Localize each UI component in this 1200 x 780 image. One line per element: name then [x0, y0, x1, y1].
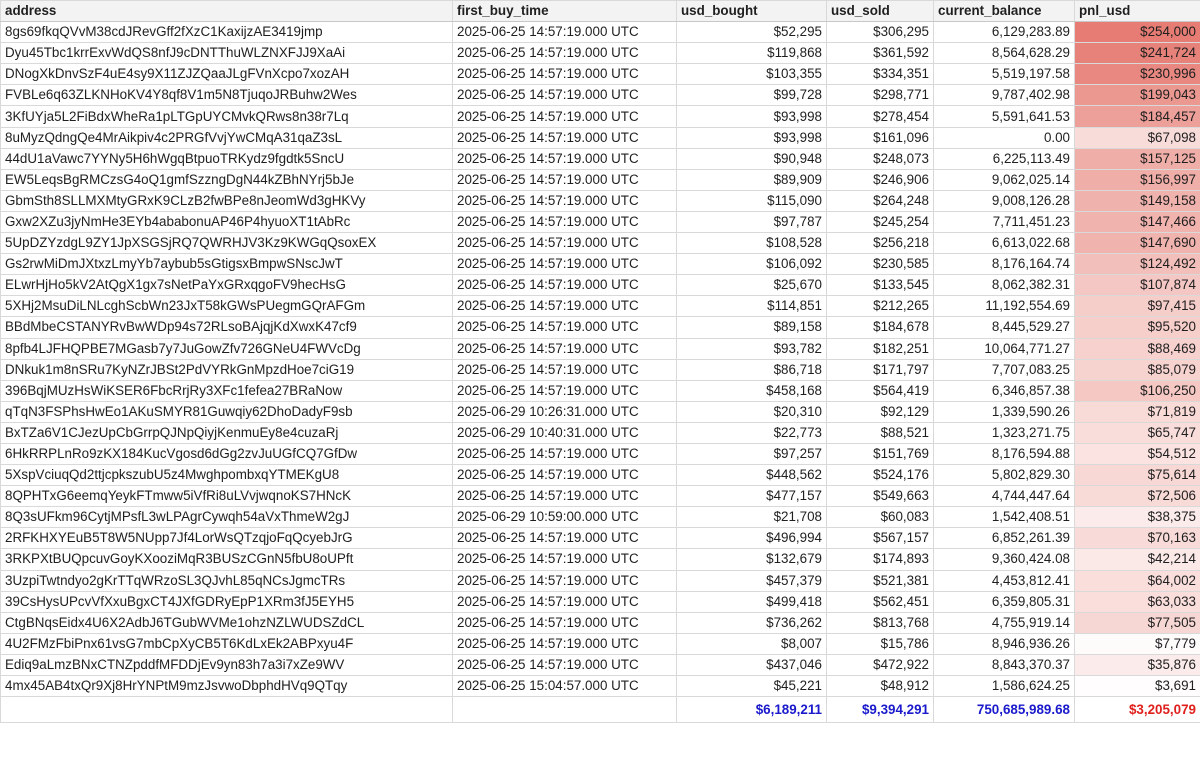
- cell-usd-sold[interactable]: $245,254: [827, 211, 934, 232]
- cell-usd-bought[interactable]: $119,868: [677, 43, 827, 64]
- header-current-balance[interactable]: current_balance: [934, 1, 1075, 22]
- cell-current-balance[interactable]: 4,453,812.41: [934, 570, 1075, 591]
- table-row: [1, 633, 1200, 654]
- cell-usd-sold[interactable]: $212,265: [827, 296, 934, 317]
- cell-usd-bought[interactable]: $97,257: [677, 443, 827, 464]
- cell-address[interactable]: DNogXkDnvSzF4uE4sy9X11ZJZQaaJLgFVnXcpo7xozAH: [1, 64, 453, 85]
- cell-usd-bought[interactable]: $477,157: [677, 486, 827, 507]
- cell-first-buy-time[interactable]: 2025-06-25 14:57:19.000 UTC: [453, 296, 677, 317]
- cell-first-buy-time[interactable]: 2025-06-29 10:26:31.000 UTC: [453, 401, 677, 422]
- cell-pnl-usd[interactable]: $149,158: [1075, 190, 1200, 211]
- cell-pnl-usd[interactable]: $230,996: [1075, 64, 1200, 85]
- cell-address[interactable]: Gxw2XZu3jyNmHe3EYb4ababonuAP46P4hyuoXT1tAbRc: [1, 211, 453, 232]
- cell-pnl-usd[interactable]: $241,724: [1075, 43, 1200, 64]
- cell-first-buy-time[interactable]: 2025-06-25 14:57:19.000 UTC: [453, 380, 677, 401]
- cell-current-balance[interactable]: 4,755,919.14: [934, 612, 1075, 633]
- cell-usd-bought[interactable]: $89,909: [677, 169, 827, 190]
- total-current-balance[interactable]: 750,685,989.68: [934, 697, 1075, 723]
- cell-first-buy-time[interactable]: 2025-06-25 14:57:19.000 UTC: [453, 465, 677, 486]
- cell-first-buy-time[interactable]: 2025-06-25 14:57:19.000 UTC: [453, 486, 677, 507]
- cell-address[interactable]: 8gs69fkqQVvM38cdJRevGff2fXzC1KaxijzAE3419jmp: [1, 22, 453, 43]
- cell-usd-sold[interactable]: $524,176: [827, 465, 934, 486]
- cell-address[interactable]: BBdMbeCSTANYRvBwWDp94s72RLsoBAjqjKdXwxK47cf9: [1, 317, 453, 338]
- cell-address[interactable]: ELwrHjHo5kV2AtQgX1gx7sNetPaYxGRxqgoFV9hecHsG: [1, 275, 453, 296]
- cell-pnl-usd[interactable]: $63,033: [1075, 591, 1200, 612]
- cell-pnl-usd[interactable]: $156,997: [1075, 169, 1200, 190]
- table-row: [1, 148, 1200, 169]
- table-row: [1, 254, 1200, 275]
- cell-pnl-usd[interactable]: $42,214: [1075, 549, 1200, 570]
- cell-usd-sold[interactable]: $567,157: [827, 528, 934, 549]
- header-usd-bought[interactable]: usd_bought: [677, 1, 827, 22]
- table-row: [1, 528, 1200, 549]
- cell-address[interactable]: 6HkRRPLnRo9zKX184KucVgosd6dGg2zvJuUGfCQ7GfDw: [1, 443, 453, 464]
- cell-usd-sold[interactable]: $88,521: [827, 422, 934, 443]
- cell-pnl-usd[interactable]: $7,779: [1075, 633, 1200, 654]
- cell-pnl-usd[interactable]: $70,163: [1075, 528, 1200, 549]
- cell-address[interactable]: 8Q3sUFkm96CytjMPsfL3wLPAgrCywqh54aVxThmeW2gJ: [1, 507, 453, 528]
- cell-pnl-usd[interactable]: $35,876: [1075, 654, 1200, 675]
- cell-pnl-usd[interactable]: $54,512: [1075, 443, 1200, 464]
- cell-current-balance[interactable]: 5,591,641.53: [934, 106, 1075, 127]
- cell-usd-sold[interactable]: $278,454: [827, 106, 934, 127]
- cell-usd-bought[interactable]: $21,708: [677, 507, 827, 528]
- cell-usd-bought[interactable]: $22,773: [677, 422, 827, 443]
- cell-first-buy-time[interactable]: 2025-06-25 14:57:19.000 UTC: [453, 591, 677, 612]
- cell-usd-sold[interactable]: $549,663: [827, 486, 934, 507]
- table-row: [1, 486, 1200, 507]
- cell-current-balance[interactable]: 1,323,271.75: [934, 422, 1075, 443]
- cell-address[interactable]: Dyu45Tbc1krrExvWdQS8nfJ9cDNTThuWLZNXFJJ9XaAi: [1, 43, 453, 64]
- cell-current-balance[interactable]: 8,176,164.74: [934, 254, 1075, 275]
- table-row: [1, 401, 1200, 422]
- cell-address[interactable]: 4mx45AB4txQr9Xj8HrYNPtM9mzJsvwoDbphdHVq9QTqy: [1, 676, 453, 697]
- header-row: [1, 1, 1200, 22]
- cell-usd-bought[interactable]: $458,168: [677, 380, 827, 401]
- cell-usd-bought[interactable]: $437,046: [677, 654, 827, 675]
- table-row: [1, 591, 1200, 612]
- cell-usd-sold[interactable]: $184,678: [827, 317, 934, 338]
- cell-current-balance[interactable]: 8,445,529.27: [934, 317, 1075, 338]
- cell-pnl-usd[interactable]: $124,492: [1075, 254, 1200, 275]
- cell-usd-sold[interactable]: $256,218: [827, 233, 934, 254]
- cell-first-buy-time[interactable]: 2025-06-25 14:57:19.000 UTC: [453, 233, 677, 254]
- cell-pnl-usd[interactable]: $71,819: [1075, 401, 1200, 422]
- cell-usd-sold[interactable]: $248,073: [827, 148, 934, 169]
- table-row: [1, 275, 1200, 296]
- cell-address[interactable]: 396BqjMUzHsWiKSER6FbcRrjRy3XFc1fefea27BRaNow: [1, 380, 453, 401]
- cell-address[interactable]: 39CsHysUPcvVfXxuBgxCT4JXfGDRyEpP1XRm3fJ5EYH5: [1, 591, 453, 612]
- cell-pnl-usd[interactable]: $106,250: [1075, 380, 1200, 401]
- cell-current-balance[interactable]: 1,586,624.25: [934, 676, 1075, 697]
- cell-usd-sold[interactable]: $182,251: [827, 338, 934, 359]
- table-row: [1, 296, 1200, 317]
- cell-usd-sold[interactable]: $60,083: [827, 507, 934, 528]
- cell-current-balance[interactable]: 9,360,424.08: [934, 549, 1075, 570]
- cell-usd-bought[interactable]: $8,007: [677, 633, 827, 654]
- cell-pnl-usd[interactable]: $157,125: [1075, 148, 1200, 169]
- cell-address[interactable]: 44dU1aVawc7YYNy5H6hWgqBtpuoTRKydz9fgdtk5SncU: [1, 148, 453, 169]
- cell-pnl-usd[interactable]: $77,505: [1075, 612, 1200, 633]
- cell-current-balance[interactable]: 1,339,590.26: [934, 401, 1075, 422]
- cell-usd-sold[interactable]: $472,922: [827, 654, 934, 675]
- cell-address[interactable]: 3RKPXtBUQpcuvGoyKXooziMqR3BUSzCGnN5fbU8oUPft: [1, 549, 453, 570]
- cell-current-balance[interactable]: 6,613,022.68: [934, 233, 1075, 254]
- table-row: [1, 169, 1200, 190]
- table-row: [1, 654, 1200, 675]
- cell-pnl-usd[interactable]: $107,874: [1075, 275, 1200, 296]
- cell-first-buy-time[interactable]: 2025-06-25 14:57:19.000 UTC: [453, 190, 677, 211]
- cell-first-buy-time[interactable]: 2025-06-25 14:57:19.000 UTC: [453, 106, 677, 127]
- header-pnl-usd[interactable]: pnl_usd: [1075, 1, 1200, 22]
- cell-usd-sold[interactable]: $564,419: [827, 380, 934, 401]
- cell-pnl-usd[interactable]: $147,466: [1075, 211, 1200, 232]
- cell-usd-sold[interactable]: $246,906: [827, 169, 934, 190]
- cell-first-buy-time[interactable]: 2025-06-25 14:57:19.000 UTC: [453, 43, 677, 64]
- cell-current-balance[interactable]: 0.00: [934, 127, 1075, 148]
- table-row: [1, 43, 1200, 64]
- cell-current-balance[interactable]: 9,787,402.98: [934, 85, 1075, 106]
- cell-pnl-usd[interactable]: $38,375: [1075, 507, 1200, 528]
- header-first-buy-time[interactable]: first_buy_time: [453, 1, 677, 22]
- cell-pnl-usd[interactable]: $85,079: [1075, 359, 1200, 380]
- total-pnl-usd[interactable]: $3,205,079: [1075, 697, 1200, 723]
- cell-usd-bought[interactable]: $25,670: [677, 275, 827, 296]
- cell-usd-sold[interactable]: $264,248: [827, 190, 934, 211]
- cell-address[interactable]: qTqN3FSPhsHwEo1AKuSMYR81Guwqiy62DhoDadyF9sb: [1, 401, 453, 422]
- cell-usd-bought[interactable]: $114,851: [677, 296, 827, 317]
- cell-first-buy-time[interactable]: 2025-06-25 14:57:19.000 UTC: [453, 254, 677, 275]
- table-row: [1, 106, 1200, 127]
- cell-first-buy-time[interactable]: 2025-06-25 14:57:19.000 UTC: [453, 275, 677, 296]
- cell-first-buy-time[interactable]: 2025-06-25 14:57:19.000 UTC: [453, 64, 677, 85]
- cell-first-buy-time[interactable]: 2025-06-29 10:59:00.000 UTC: [453, 507, 677, 528]
- cell-address[interactable]: 5UpDZYzdgL9ZY1JpXSGSjRQ7QWRHJV3Kz9KWGqQsoxEX: [1, 233, 453, 254]
- cell-usd-bought[interactable]: $132,679: [677, 549, 827, 570]
- cell-empty[interactable]: [1, 697, 453, 723]
- cell-current-balance[interactable]: 7,711,451.23: [934, 211, 1075, 232]
- totals-row: [1, 697, 1200, 723]
- table-row: [1, 317, 1200, 338]
- cell-current-balance[interactable]: 5,519,197.58: [934, 64, 1075, 85]
- cell-usd-bought[interactable]: $90,948: [677, 148, 827, 169]
- total-usd-sold[interactable]: $9,394,291: [827, 697, 934, 723]
- cell-pnl-usd[interactable]: $147,690: [1075, 233, 1200, 254]
- cell-current-balance[interactable]: 5,802,829.30: [934, 465, 1075, 486]
- cell-usd-sold[interactable]: $161,096: [827, 127, 934, 148]
- cell-usd-sold[interactable]: $151,769: [827, 443, 934, 464]
- cell-current-balance[interactable]: 8,062,382.31: [934, 275, 1075, 296]
- table-row: [1, 64, 1200, 85]
- cell-first-buy-time[interactable]: 2025-06-25 14:57:19.000 UTC: [453, 443, 677, 464]
- cell-pnl-usd[interactable]: $67,098: [1075, 127, 1200, 148]
- cell-usd-sold[interactable]: $171,797: [827, 359, 934, 380]
- cell-pnl-usd[interactable]: $3,691: [1075, 676, 1200, 697]
- table-row: [1, 190, 1200, 211]
- cell-pnl-usd[interactable]: $95,520: [1075, 317, 1200, 338]
- cell-usd-bought[interactable]: $20,310: [677, 401, 827, 422]
- cell-current-balance[interactable]: 11,192,554.69: [934, 296, 1075, 317]
- cell-first-buy-time[interactable]: 2025-06-25 14:57:19.000 UTC: [453, 528, 677, 549]
- cell-first-buy-time[interactable]: 2025-06-25 14:57:19.000 UTC: [453, 570, 677, 591]
- cell-usd-bought[interactable]: $89,158: [677, 317, 827, 338]
- cell-usd-sold[interactable]: $230,585: [827, 254, 934, 275]
- cell-usd-bought[interactable]: $499,418: [677, 591, 827, 612]
- cell-address[interactable]: 8pfb4LJFHQPBE7MGasb7y7JuGowZfv726GNeU4FWVcDg: [1, 338, 453, 359]
- cell-pnl-usd[interactable]: $75,614: [1075, 465, 1200, 486]
- cell-usd-bought[interactable]: $115,090: [677, 190, 827, 211]
- cell-usd-sold[interactable]: $48,912: [827, 676, 934, 697]
- cell-usd-sold[interactable]: $92,129: [827, 401, 934, 422]
- cell-address[interactable]: 3KfUYja5L2FiBdxWheRa1pLTGpUYCMvkQRws8n38r7Lq: [1, 106, 453, 127]
- cell-first-buy-time[interactable]: 2025-06-25 14:57:19.000 UTC: [453, 654, 677, 675]
- cell-current-balance[interactable]: 4,744,447.64: [934, 486, 1075, 507]
- table-row: [1, 549, 1200, 570]
- cell-first-buy-time[interactable]: 2025-06-25 14:57:19.000 UTC: [453, 127, 677, 148]
- cell-usd-bought[interactable]: $93,998: [677, 127, 827, 148]
- cell-current-balance[interactable]: 8,843,370.37: [934, 654, 1075, 675]
- cell-current-balance[interactable]: 8,176,594.88: [934, 443, 1075, 464]
- table-row: [1, 570, 1200, 591]
- cell-pnl-usd[interactable]: $199,043: [1075, 85, 1200, 106]
- cell-usd-bought[interactable]: $45,221: [677, 676, 827, 697]
- cell-usd-sold[interactable]: $15,786: [827, 633, 934, 654]
- cell-current-balance[interactable]: 9,008,126.28: [934, 190, 1075, 211]
- cell-usd-sold[interactable]: $813,768: [827, 612, 934, 633]
- cell-usd-sold[interactable]: $306,295: [827, 22, 934, 43]
- cell-first-buy-time[interactable]: 2025-06-25 14:57:19.000 UTC: [453, 169, 677, 190]
- cell-usd-sold[interactable]: $521,381: [827, 570, 934, 591]
- cell-current-balance[interactable]: 6,225,113.49: [934, 148, 1075, 169]
- cell-address[interactable]: 2RFKHXYEuB5T8W5NUpp7Jf4LorWsQTzqjoFqQcyebJrG: [1, 528, 453, 549]
- table-row: [1, 465, 1200, 486]
- cell-address[interactable]: 5XHj2MsuDiLNLcghScbWn23JxT58kGWsPUegmGQrAFGm: [1, 296, 453, 317]
- cell-address[interactable]: 5XspVciuqQd2ttjcpkszubU5z4MwghpombxqYTMEKgU8: [1, 465, 453, 486]
- cell-usd-sold[interactable]: $562,451: [827, 591, 934, 612]
- cell-pnl-usd[interactable]: $254,000: [1075, 22, 1200, 43]
- cell-usd-sold[interactable]: $298,771: [827, 85, 934, 106]
- cell-current-balance[interactable]: 6,129,283.89: [934, 22, 1075, 43]
- cell-address[interactable]: CtgBNqsEidx4U6X2AdbJ6TGubWVMe1ohzNZLWUDSZdCL: [1, 612, 453, 633]
- table-row: [1, 676, 1200, 697]
- cell-first-buy-time[interactable]: 2025-06-25 14:57:19.000 UTC: [453, 612, 677, 633]
- cell-current-balance[interactable]: 6,852,261.39: [934, 528, 1075, 549]
- cell-first-buy-time[interactable]: 2025-06-25 14:57:19.000 UTC: [453, 338, 677, 359]
- cell-current-balance[interactable]: 9,062,025.14: [934, 169, 1075, 190]
- cell-usd-bought[interactable]: $93,998: [677, 106, 827, 127]
- table-row: [1, 422, 1200, 443]
- cell-current-balance[interactable]: 6,346,857.38: [934, 380, 1075, 401]
- header-usd-sold[interactable]: usd_sold: [827, 1, 934, 22]
- cell-usd-bought[interactable]: $108,528: [677, 233, 827, 254]
- cell-pnl-usd[interactable]: $72,506: [1075, 486, 1200, 507]
- cell-current-balance[interactable]: 7,707,083.25: [934, 359, 1075, 380]
- cell-pnl-usd[interactable]: $64,002: [1075, 570, 1200, 591]
- cell-first-buy-time[interactable]: 2025-06-25 15:04:57.000 UTC: [453, 676, 677, 697]
- cell-address[interactable]: 8QPHTxG6eemqYeykFTmww5iVfRi8uLVvjwqnoKS7HNcK: [1, 486, 453, 507]
- table-row: [1, 380, 1200, 401]
- cell-current-balance[interactable]: 10,064,771.27: [934, 338, 1075, 359]
- cell-first-buy-time[interactable]: 2025-06-25 14:57:19.000 UTC: [453, 359, 677, 380]
- table-row: [1, 338, 1200, 359]
- cell-usd-bought[interactable]: $86,718: [677, 359, 827, 380]
- cell-usd-bought[interactable]: $52,295: [677, 22, 827, 43]
- cell-first-buy-time[interactable]: 2025-06-25 14:57:19.000 UTC: [453, 211, 677, 232]
- cell-address[interactable]: 8uMyzQdngQe4MrAikpiv4c2PRGfVvjYwCMqA31qaZ3sL: [1, 127, 453, 148]
- table-row: [1, 127, 1200, 148]
- cell-usd-bought[interactable]: $457,379: [677, 570, 827, 591]
- cell-address[interactable]: 4U2FMzFbiPnx61vsG7mbCpXyCB5T6KdLxEk2ABPxyu4F: [1, 633, 453, 654]
- table-row: [1, 233, 1200, 254]
- cell-current-balance[interactable]: 8,946,936.26: [934, 633, 1075, 654]
- cell-address[interactable]: DNkuk1m8nSRu7KyNZrJBSt2PdVYRkGnMpzdHoe7ciG19: [1, 359, 453, 380]
- cell-address[interactable]: EW5LeqsBgRMCzsG4oQ1gmfSzzngDgN44kZBhNYrj5bJe: [1, 169, 453, 190]
- cell-usd-sold[interactable]: $334,351: [827, 64, 934, 85]
- table-row: [1, 22, 1200, 43]
- cell-first-buy-time[interactable]: 2025-06-25 14:57:19.000 UTC: [453, 85, 677, 106]
- table-row: [1, 507, 1200, 528]
- cell-first-buy-time[interactable]: 2025-06-29 10:40:31.000 UTC: [453, 422, 677, 443]
- cell-usd-bought[interactable]: $93,782: [677, 338, 827, 359]
- cell-first-buy-time[interactable]: 2025-06-25 14:57:19.000 UTC: [453, 148, 677, 169]
- cell-usd-sold[interactable]: $174,893: [827, 549, 934, 570]
- table-row: [1, 443, 1200, 464]
- cell-first-buy-time[interactable]: 2025-06-25 14:57:19.000 UTC: [453, 317, 677, 338]
- cell-current-balance[interactable]: 6,359,805.31: [934, 591, 1075, 612]
- table-row: [1, 359, 1200, 380]
- cell-first-buy-time[interactable]: 2025-06-25 14:57:19.000 UTC: [453, 549, 677, 570]
- cell-address[interactable]: Ediq9aLmzBNxCTNZpddfMFDDjEv9yn83h7a3i7xZe9WV: [1, 654, 453, 675]
- total-usd-bought[interactable]: $6,189,211: [677, 697, 827, 723]
- cell-usd-sold[interactable]: $361,592: [827, 43, 934, 64]
- cell-pnl-usd[interactable]: $184,457: [1075, 106, 1200, 127]
- table-row: [1, 211, 1200, 232]
- cell-current-balance[interactable]: 1,542,408.51: [934, 507, 1075, 528]
- cell-address[interactable]: 3UzpiTwtndyo2gKrTTqWRzoSL3QJvhL85qNCsJgmcTRs: [1, 570, 453, 591]
- cell-address[interactable]: Gs2rwMiDmJXtxzLmyYb7aybub5sGtigsxBmpwSNscJwT: [1, 254, 453, 275]
- cell-current-balance[interactable]: 8,564,628.29: [934, 43, 1075, 64]
- cell-pnl-usd[interactable]: $65,747: [1075, 422, 1200, 443]
- table-row: [1, 612, 1200, 633]
- cell-usd-bought[interactable]: $496,994: [677, 528, 827, 549]
- table-body: [1, 22, 1200, 723]
- cell-address[interactable]: FVBLe6q63ZLKNHoKV4Y8qf8V1m5N8TjuqoJRBuhw2Wes: [1, 85, 453, 106]
- cell-usd-bought[interactable]: $736,262: [677, 612, 827, 633]
- cell-first-buy-time[interactable]: 2025-06-25 14:57:19.000 UTC: [453, 633, 677, 654]
- cell-usd-bought[interactable]: $103,355: [677, 64, 827, 85]
- cell-usd-bought[interactable]: $106,092: [677, 254, 827, 275]
- header-address[interactable]: address: [1, 1, 453, 22]
- cell-address[interactable]: GbmSth8SLLMXMtyGRxK9CLzB2fwBPe8nJeomWd3gHKVy: [1, 190, 453, 211]
- cell-usd-bought[interactable]: $99,728: [677, 85, 827, 106]
- cell-usd-bought[interactable]: $97,787: [677, 211, 827, 232]
- cell-first-buy-time[interactable]: 2025-06-25 14:57:19.000 UTC: [453, 22, 677, 43]
- cell-empty[interactable]: [453, 697, 677, 723]
- table-row: [1, 85, 1200, 106]
- cell-address[interactable]: BxTZa6V1CJezUpCbGrrpQJNpQiyjKenmuEy8e4cuzaRj: [1, 422, 453, 443]
- cell-usd-bought[interactable]: $448,562: [677, 465, 827, 486]
- cell-pnl-usd[interactable]: $88,469: [1075, 338, 1200, 359]
- cell-usd-sold[interactable]: $133,545: [827, 275, 934, 296]
- cell-pnl-usd[interactable]: $97,415: [1075, 296, 1200, 317]
